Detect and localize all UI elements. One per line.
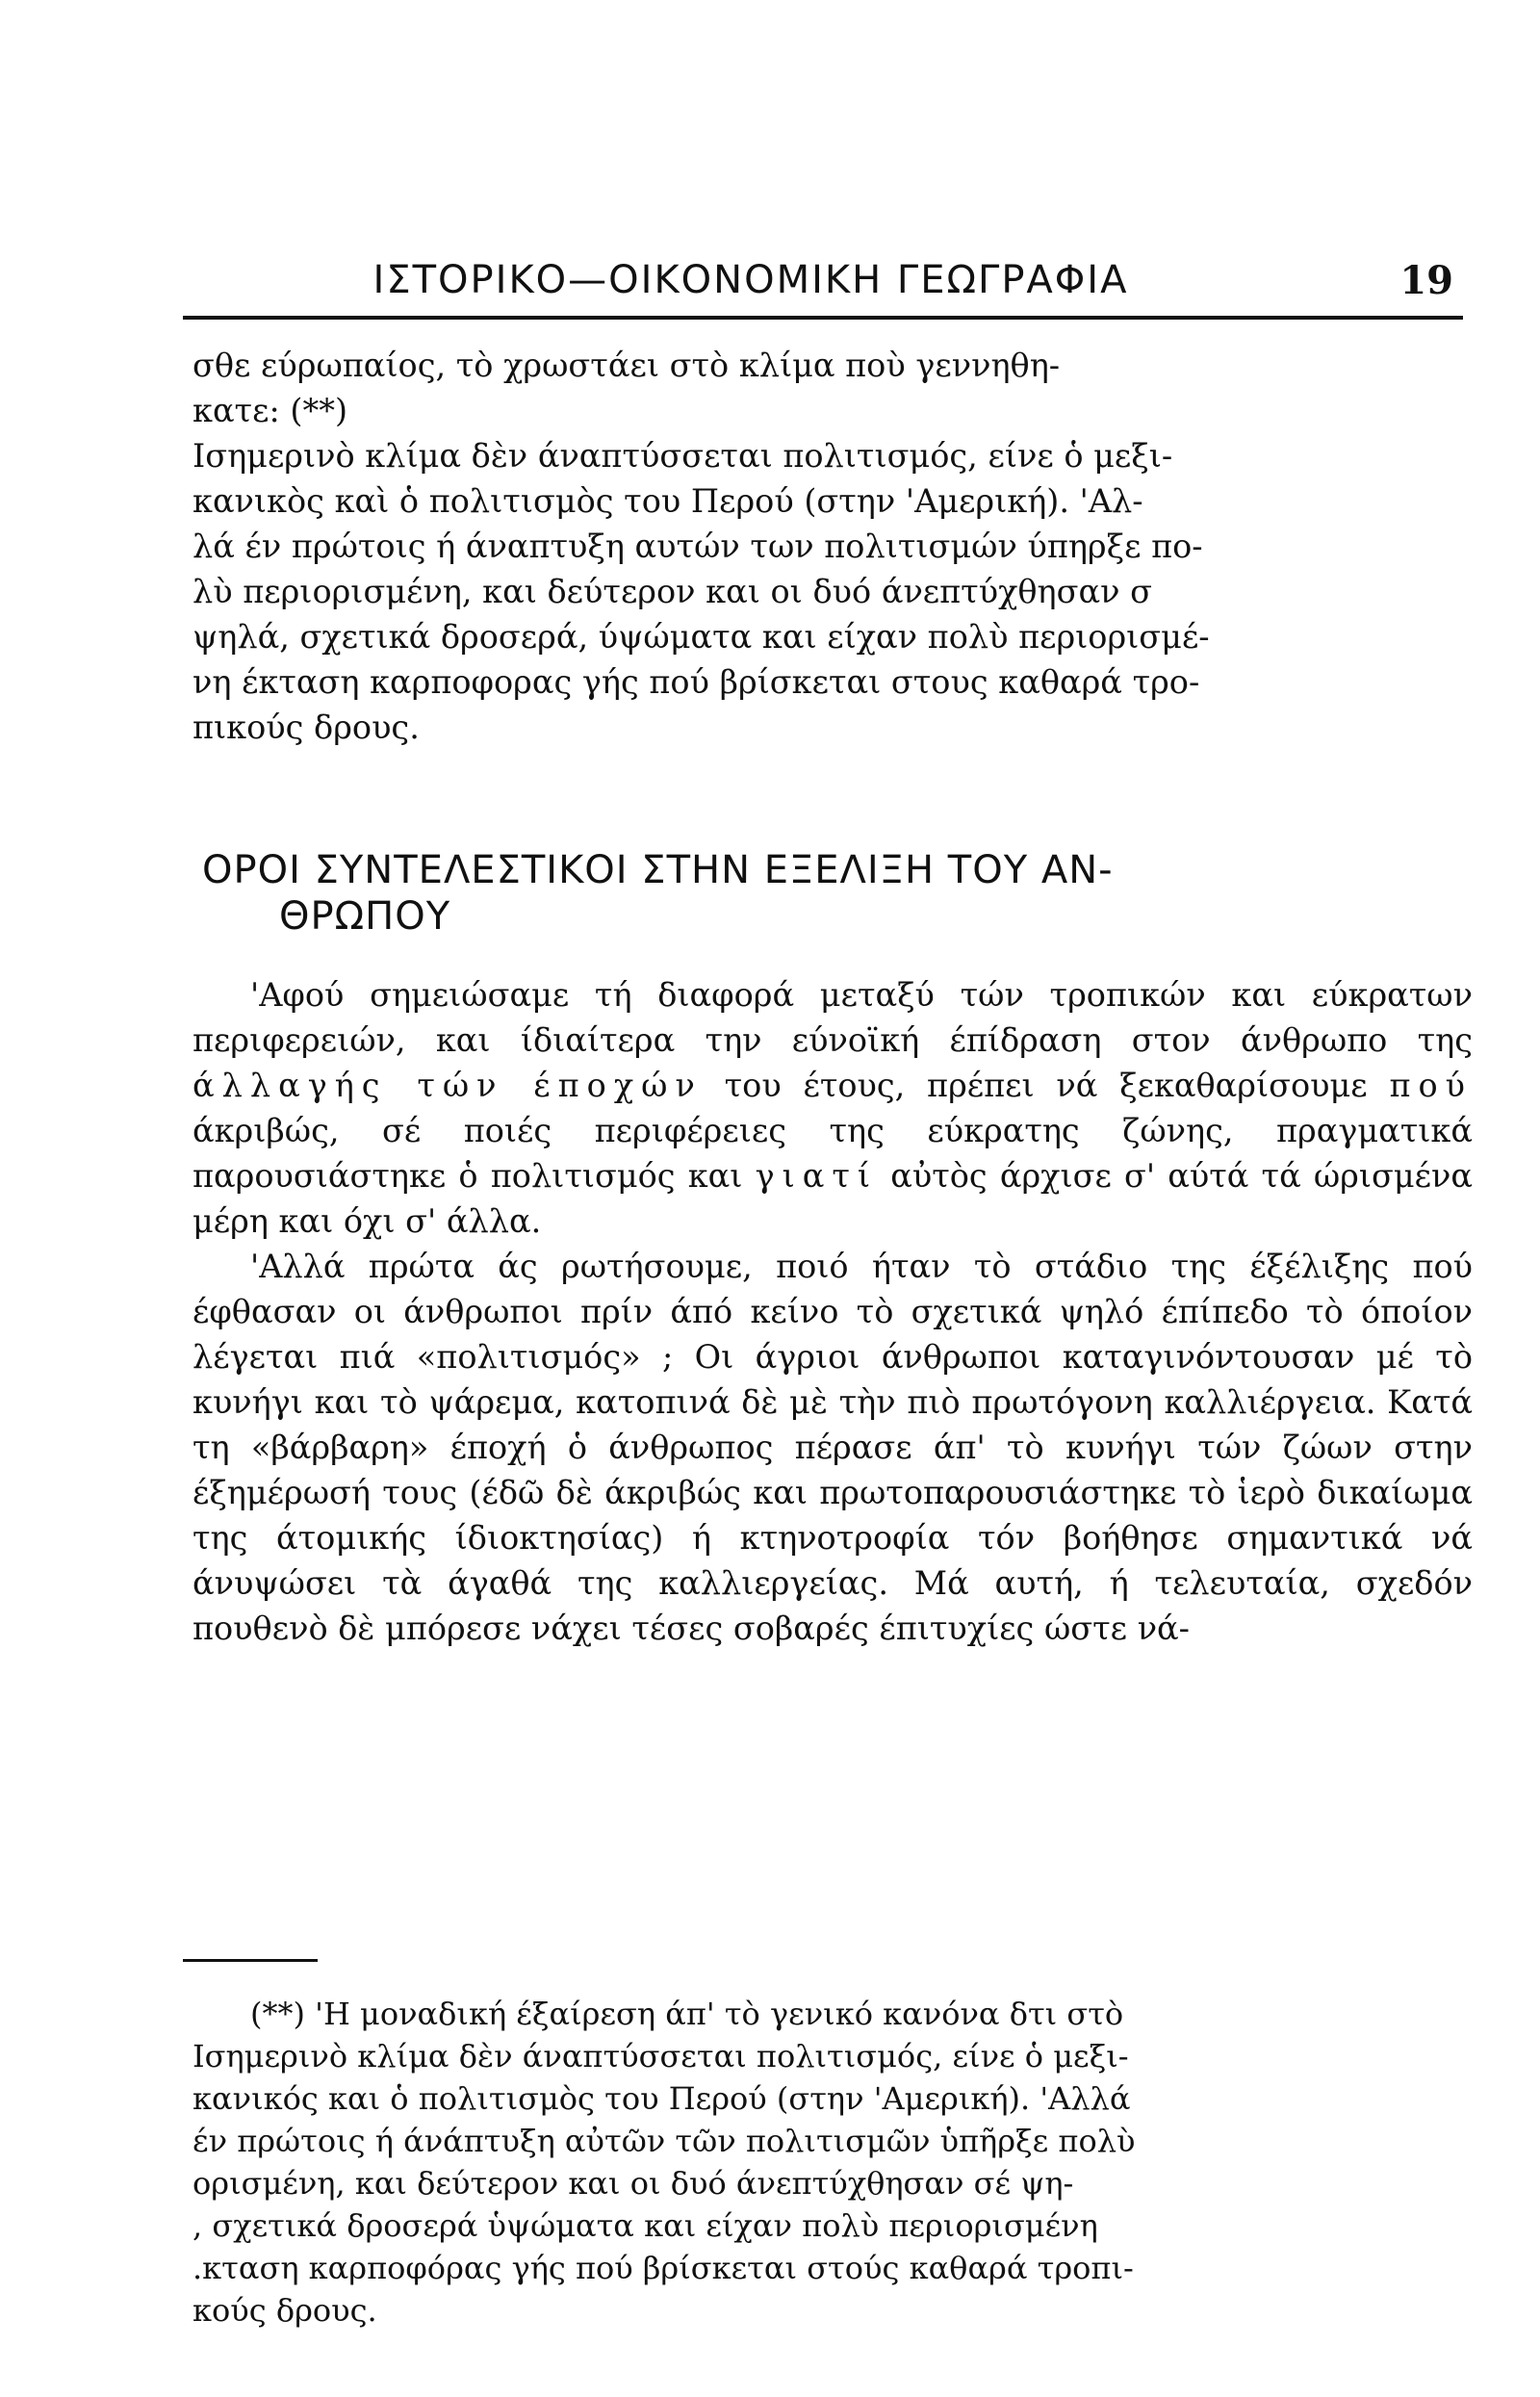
header-rule: [183, 316, 1463, 320]
text-run: αὐτὸς άρχισε σ' αύτά τά ώρισμένα μέρη και όχι σ' άλλα.: [192, 1157, 1473, 1240]
text-line: κανικὸς καὶ ὁ πολιτισμὸς του Περού (στην 'Αμερική). 'Αλ-: [192, 482, 1143, 520]
text-line: ψηλά, σχετικά δροσερά, ύψώματα και είχαν πολὺ περιορισμέ-: [192, 618, 1210, 656]
footnote-line: κούς δρους.: [192, 2292, 377, 2329]
text-line: σθε εύρωπαίος, τὸ χρωστάει στὸ κλίμα ποὺ γεννηθη-: [192, 347, 1061, 384]
emphasis-text: γιατί: [755, 1157, 879, 1195]
text-line: πικούς δρους.: [192, 709, 420, 746]
footnote-line: κανικός και ὁ πολιτισμὸς του Περού (στην 'Αμερική). 'Αλλά: [192, 2080, 1131, 2117]
footnote-line: έν πρώτοις ή άνάπτυξη αὐτῶν τῶν πολιτισμῶν ὑπῆρξε πολὺ: [192, 2123, 1136, 2159]
heading-line: ΘΡΩΠΟΥ: [279, 894, 451, 939]
footnote-line: Ισημερινὸ κλίμα δὲν άναπτύσσεται πολιτισμός, είνε ὁ μεξι-: [192, 2038, 1129, 2075]
section-heading: [202, 847, 1473, 940]
emphasis-text: πού: [1389, 1067, 1474, 1104]
paragraph: 'Αλλά πρώτα άς ρωτήσουμε, ποιό ήταν τὸ στάδιο της έξέλιξης πού έφθασαν οι άνθρωποι πρίν άπό κείνο τὸ σχετικά ψηλό έπίπεδο τὸ όποίον λέγεται πιά «πολιτισμός» ; Οι άγριοι άνθρωποι καταγινόντουσαν μέ τὸ κυνήγι και τὸ ψάρεμα, κατοπινά δὲ μὲ τὴν πιὸ πρωτόγονη καλλιέργεια. Κατά τη «βάρβαρη» έποχή ὁ άνθρωπος πέρασε άπ' τὸ κυνήγι τών ζώων στην έξημέρωσή τους (έδῶ δὲ άκριβώς και πρωτοπαρουσιάστηκε τὸ ἱερὸ δικαίωμα της άτομικής ίδιοκτησίας) ή κτηνοτροφία τόν βοήθησε σημαντικά νά άνυψώσει τὰ άγαθά της καλλιεργείας. Μά αυτή, ή τελευταία, σχεδόν πουθενὸ δὲ μπόρεσε νάχει τέσες σοβαρές έπιτυχίες ώστε νά-: [192, 1248, 1473, 1647]
main-text: [192, 972, 1473, 1651]
footnote-line: , σχετικά δροσερά ὑψώματα και είχαν πολὺ περιορισμένη: [192, 2207, 1098, 2244]
text-line: Ισημερινὸ κλίμα δὲν άναπτύσσεται πολιτισμός, είνε ὁ μεξι-: [192, 437, 1173, 475]
running-title: ΙΣΤΟΡΙΚΟ—ΟΙΚΟΝΟΜΙΚΗ ΓΕΩΓΡΑΦΙΑ: [372, 258, 1129, 302]
footnote-line: (**) 'Η μοναδική έξαίρεση άπ' τὸ γενικό κανόνα δτι στὸ: [250, 1996, 1124, 2032]
running-header: [183, 258, 1473, 306]
paragraph: [192, 972, 1473, 1244]
footnote-rule: [183, 1959, 318, 1962]
text-line: λὺ περιορισμένη, και δεύτερον και οι δυό άνεπτύχθησαν σ: [192, 573, 1152, 610]
text-run: άκριβώς, σέ ποιές περιφέρειες της εύκρατης ζώνης, πραγματικά παρουσιάστηκε ὁ πολιτισμός και: [192, 1112, 1473, 1195]
text-line: νη έκταση καρποφορας γής πού βρίσκεται στους καθαρά τρο-: [192, 663, 1200, 701]
text-line: λά έν πρώτοις ή άναπτυξη αυτών των πολιτισμών ύπηρξε πο-: [192, 528, 1203, 565]
heading-line: ΟΡΟΙ ΣΥΝΤΕΛΕΣΤΙΚΟΙ ΣΤΗΝ ΕΞΕΛΙΞΗ ΤΟΥ ΑΝ-: [202, 848, 1114, 892]
footnote-line: ορισμένη, και δεύτερον και οι δυό άνεπτύχθησαν σέ ψη-: [192, 2165, 1074, 2202]
footnote: [192, 1993, 1473, 2332]
text-line: κατε: (**): [192, 392, 348, 429]
text-run: του έτους, πρέπει νά ξεκαθαρίσουμε: [724, 1067, 1368, 1104]
top-paragraph: [192, 343, 1473, 750]
footnote-line: .κταση καρποφόρας γής πού βρίσκεται στούς καθαρά τροπι-: [192, 2250, 1134, 2286]
emphasis-text: άλλαγής τών έποχών: [192, 1067, 703, 1104]
page-number: 19: [1399, 258, 1453, 303]
text-run: 'Αφού σημειώσαμε τή διαφορά μεταξύ τών τροπικών και εύκρατων περιφερειών, και ίδιαίτερα την εύνοϊκή έπίδραση στον άνθρωπο της: [192, 976, 1473, 1059]
